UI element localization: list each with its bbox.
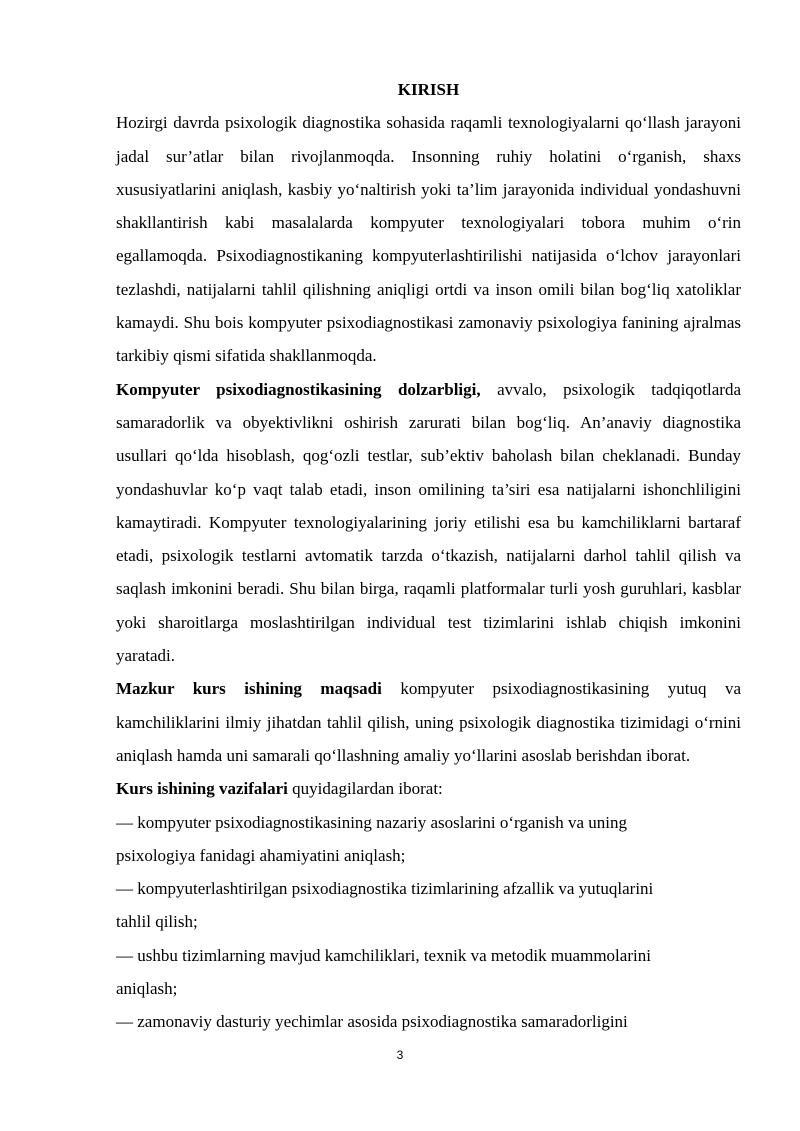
tasks-lead: Kurs ishining vazifalari — [116, 779, 288, 799]
relevance-lead: Kompyuter psixodiagnostikasining dolzarbligi, — [116, 379, 481, 399]
task-item: — zamonaviy dasturiy yechimlar asosida psixodiagnostika samaradorligini — [116, 1012, 628, 1032]
task-item: — kompyuterlashtirilgan psixodiagnostika tizimlarining afzallik va yutuqlarini tahlil qilish; — [116, 879, 654, 932]
tasks-text: quyidagilardan iborat: — [287, 779, 443, 799]
goal-text: kompyuter psixodiagnostikasining yutuq va kamchiliklarini ilmiy jihatdan tahlil qilish, uning psixologik diagnostika tizimidagi o‘rnini aniqlash hamda uni samarali qo‘llashning amaliy yo‘llarini asoslab berishdan iborat. — [116, 679, 741, 765]
task-item: — kompyuter psixodiagnostikasining nazariy asoslarini o‘rganish va uning psixologiya fanidagi ahamiyatini aniqlash; — [116, 812, 628, 865]
task-item: — ushbu tizimlarning mavjud kamchiliklari, texnik va metodik muammolarini aniqlash; — [116, 945, 651, 999]
section-heading: KIRISH — [397, 80, 460, 99]
page-number: 3 — [396, 1048, 404, 1062]
relevance-text: avvalo, psixologik tadqiqotlarda samaradorlik va obyektivlikni oshirish zarurati bilan bog‘liq. An’anaviy diagnostika usullari qo‘lda hisoblash, qog‘ozli testlar, sub’ektiv baholash bilan cheklanadi. Bunday yondashuvlar ko‘p vaqt talab etadi, inson omilining ta’siri esa natijalarni ishonchliligini kamaytiradi. Kompyuter texnologiyalarining joriy etilishi esa bu kamchiliklarni bartaraf etadi, psixologik testlarni avtomatik tarzda o‘tkazish, natijalarni darhol tahlil qilish va saqlash imkonini beradi. Shu bilan birga, raqamli platformalar turli yosh guruhlari, kasblar yoki sharoitlarga moslashtirilgan individual test tizimlarini ishlab chiqish imkonini yaratadi. — [116, 379, 741, 666]
intro-paragraph: Hozirgi davrda psixologik diagnostika sohasida raqamli texnologiyalarni qo‘llash jarayoni jadal sur’atlar bilan rivojlanmoqda. Insonning ruhiy holatini o‘rganish, shaxs xususiyatlarini aniqlash, kasbiy yo‘naltirish yoki ta’lim jarayonida individual yondashuvni shakllantirish kabi masalalarda kompyuter texnologiyalari tobora muhim o‘rin egallamoqda. Psixodiagnostikaning kompyuterlashtirilishi natijasida o‘lchov jarayonlari tezlashdi, natijalarni tahlil qilishning aniqligi ortdi va inson omili bilan bog‘liq xatoliklar kamaydi. Shu bois kompyuter psixodiagnostikasi zamonaviy psixologiya fanining ajralmas tarkibiy qismi sifatida shakllanmoqda. — [116, 113, 741, 366]
relevance-paragraph — [116, 373, 741, 673]
goal-paragraph — [116, 672, 741, 772]
goal-lead: Mazkur kurs ishining maqsadi — [116, 679, 382, 699]
tasks-paragraph — [116, 772, 741, 805]
page-body — [116, 73, 741, 1039]
